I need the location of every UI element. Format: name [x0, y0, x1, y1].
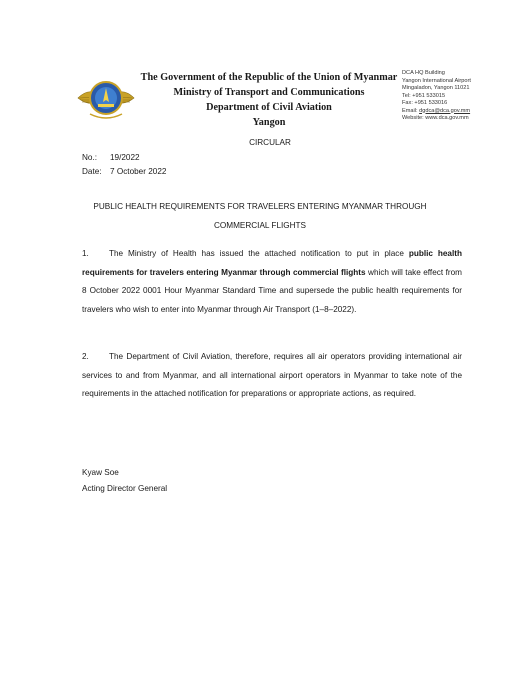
- date-value: 7 October 2022: [110, 167, 167, 176]
- contact-building: DCA HQ Building: [402, 70, 445, 76]
- contact-email-row: [402, 108, 517, 116]
- paragraph-2-text: The Department of Civil Aviation, therefore, requires all air operators providing international air services to and from Myanmar, and all international airport operators in Myanmar to take note of the requirements in the attached notification for preparations or appropriate actions, as required.: [82, 352, 462, 399]
- no-value: 19/2022: [110, 153, 140, 162]
- paragraph-2: [82, 348, 462, 404]
- date-label: Date:: [82, 167, 102, 176]
- dca-logo: [76, 68, 136, 128]
- paragraph-2-number: 2.: [82, 352, 89, 361]
- paragraph-1: [82, 245, 462, 320]
- paragraph-1-bold: public health requirements for travelers entering Myanmar through commercial flights: [82, 249, 462, 277]
- doc-title-line1: PUBLIC HEALTH REQUIREMENTS FOR TRAVELERS ENTERING MYANMAR THROUGH: [93, 202, 427, 211]
- doc-type: CIRCULAR: [249, 138, 291, 147]
- contact-airport: Yangon International Airport: [402, 77, 471, 84]
- contact-tel: Tel: +951 533015: [402, 92, 446, 99]
- contact-city: Mingaladon, Yangon 11021: [402, 85, 470, 91]
- no-label: No.:: [82, 153, 98, 162]
- header-city: Yangon: [252, 117, 286, 128]
- contact-website: Website: www.dca.gov.mm: [402, 115, 469, 121]
- header-department: Department of Civil Aviation: [206, 102, 332, 113]
- signatory-title: Acting Director General: [82, 484, 168, 493]
- signatory-name: Kyaw Soe: [82, 468, 119, 477]
- paragraph-1-text-b: which will take effect from 8 October 2022 0001 Hour Myanmar Standard Time and supersede the public health requirements for travelers who wish to enter into Myanmar through Air Transport (1–8–2022).: [82, 267, 462, 315]
- header-ministry: Ministry of Transport and Communications: [173, 87, 365, 98]
- contact-fax: Fax: +951 533016: [402, 100, 448, 106]
- paragraph-1-text-a: The Ministry of Health has issued the attached notification to put in place: [109, 249, 409, 258]
- contact-block: [402, 70, 517, 123]
- doc-title-line2: COMMERCIAL FLIGHTS: [213, 221, 307, 230]
- paragraph-1-number: 1.: [82, 249, 89, 258]
- header-government: The Government of the Republic of the Union of Myanmar: [140, 72, 398, 83]
- contact-email-label: Email:: [402, 107, 420, 114]
- contact-email-link[interactable]: dgdca@dca.gov.mm: [419, 107, 471, 114]
